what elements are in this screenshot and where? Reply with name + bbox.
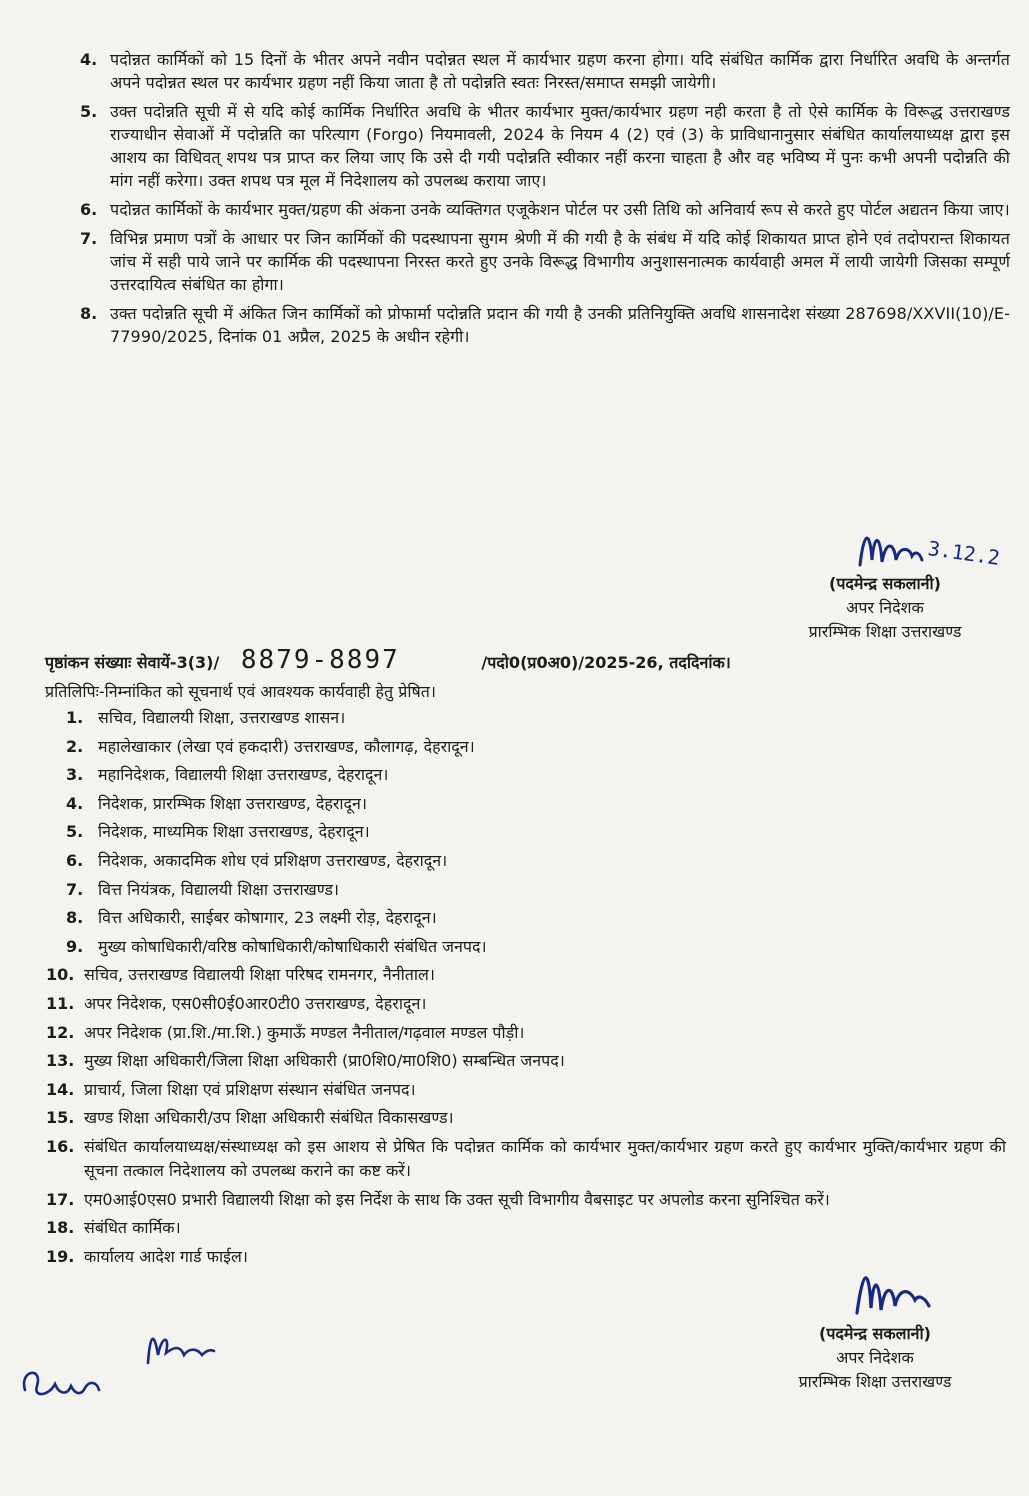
copy-number: 10. (46, 965, 75, 985)
endorsement-prefix: पृष्ठांकन संख्याः सेवायें-3(3)/ (45, 653, 220, 672)
copy-item (66, 820, 1006, 844)
copy-text: एम0आई0एस0 प्रभारी विद्यालयी शिक्षा को इस निर्देश के साथ कि उक्त सूची विभागीय वैबसाइट पर अपलोड करना सुनिश्चित करें। (84, 1189, 830, 1209)
condition-number: 8. (80, 304, 98, 323)
copy-number: 19. (46, 1246, 75, 1266)
copy-text: निदेशक, अकादमिक शोध एवं प्रशिक्षण उत्तराखण्ड, देहरादून। (98, 850, 448, 870)
copy-number: 7. (66, 879, 84, 899)
endorsement-handwritten-number: 8879-8897 (240, 645, 400, 675)
copy-number: 17. (46, 1189, 75, 1209)
copy-text: महानिदेशक, विद्यालयी शिक्षा उत्तराखण्ड, देहरादून। (98, 765, 389, 785)
copy-text: अपर निदेशक, एस0सी0ई0आर0टी0 उत्तराखण्ड, देहरादून। (84, 993, 427, 1013)
condition-number: 7. (80, 229, 98, 248)
copy-text: मुख्य शिक्षा अधिकारी/जिला शिक्षा अधिकारी (प्रा0शि0/मा0शि0) सम्बन्धित जनपद। (84, 1051, 565, 1071)
condition-item (80, 227, 1010, 296)
copy-item (66, 792, 1006, 816)
condition-text: पदोन्नत कार्मिकों को 15 दिनों के भीतर अपने नवीन पदोन्नत स्थल में कार्यभार ग्रहण करना होगा। यदि संबंधित कार्मिक द्वारा निर्धारित अवधि के अन्तर्गत अपने पदोन्नत स्थल पर कार्यभार ग्रहण नहीं किया जाता है तो पदोन्नति स्वतः निरस्त/समाप्त समझी जायेगी। (110, 50, 1010, 92)
copy-item (66, 906, 1006, 930)
copy-text: खण्ड शिक्षा अधिकारी/उप शिक्षा अधिकारी संबंधित विकासखण्ड। (84, 1108, 454, 1128)
signature-scribble-1 (850, 520, 1025, 580)
copy-item (46, 963, 1006, 987)
copy-number: 3. (66, 765, 84, 785)
condition-text: पदोन्नत कार्मिकों के कार्यभार मुक्त/ग्रहण की अंकना उनके व्यक्तिगत एजूकेशन पोर्टल पर उसी तिथि को अनिवार्य रूप से करते हुए पोर्टल अद्यतन किया जाए। (110, 200, 1010, 219)
copy-number: 15. (46, 1108, 75, 1128)
copy-number: 1. (66, 708, 84, 727)
initials-scribble-1 (140, 1325, 220, 1370)
endorsement-suffix: /पदो0(प्र0अ0)/2025-26, तददिनांक। (481, 653, 731, 672)
signatory-designation: अपर निदेशक (836, 1348, 914, 1367)
copy-text: महालेखाकार (लेखा एवं हकदारी) उत्तराखण्ड, कौलागढ़, देहरादून। (98, 736, 475, 756)
signatory-name: (पदमेन्द्र सकलानी) (819, 1324, 931, 1343)
copy-list (46, 706, 1006, 1273)
copy-item (46, 1188, 1006, 1212)
condition-item (80, 48, 1010, 94)
copy-number: 5. (66, 822, 84, 842)
conditions-list (80, 48, 1010, 354)
condition-number: 6. (80, 200, 98, 219)
copy-text: वित्त अधिकारी, साईबर कोषागार, 23 लक्ष्मी रोड़, देहरादून। (98, 908, 437, 928)
signatory-designation: अपर निदेशक (846, 598, 924, 617)
signature-date: 3.12.2 (926, 536, 1002, 570)
copy-text: कार्यालय आदेश गार्ड फाईल। (84, 1246, 248, 1266)
copy-item (46, 1135, 1006, 1183)
copy-item (66, 935, 1006, 959)
endorsement-line (45, 645, 945, 675)
copy-number: 9. (66, 936, 84, 956)
copy-item (46, 1078, 1006, 1102)
copy-intro: प्रतिलिपिः-निम्नांकित को सूचनार्थ एवं आवश्यक कार्यवाही हेतु प्रेषित। (45, 682, 436, 701)
copy-text: वित्त नियंत्रक, विद्यालयी शिक्षा उत्तराखण्ड। (98, 879, 339, 899)
copy-number: 2. (66, 736, 84, 756)
copy-text: निदेशक, प्रारम्भिक शिक्षा उत्तराखण्ड, देहरादून। (98, 793, 367, 813)
signature-block-1 (770, 572, 1000, 644)
copy-item (46, 1049, 1006, 1073)
copy-text: निदेशक, माध्यमिक शिक्षा उत्तराखण्ड, देहरादून। (98, 822, 370, 842)
copy-text: संबंधित कार्मिक। (84, 1218, 181, 1238)
condition-number: 4. (80, 50, 98, 69)
copy-number: 4. (66, 793, 84, 813)
signature-block-2 (760, 1322, 990, 1394)
condition-number: 5. (80, 102, 98, 121)
copy-item (46, 992, 1006, 1016)
copy-item (66, 706, 1006, 730)
copy-number: 13. (46, 1051, 75, 1071)
copy-text: अपर निदेशक (प्रा.शि./मा.शि.) कुमाऊँ मण्डल नैनीताल/गढ़वाल मण्डल पौड़ी। (84, 1022, 525, 1042)
copy-item (46, 1216, 1006, 1240)
condition-item (80, 302, 1010, 348)
copy-text: संबंधित कार्यालयाध्यक्ष/संस्थाध्यक्ष को इस आशय से प्रेषित कि पदोन्नत कार्मिक को कार्यभार मुक्त/कार्यभार ग्रहण करते हुए कार्यभार मुक्ति/कार्यभार ग्रहण की सूचना तत्काल निदेशालय को उपलब्ध कराने का कष्ट करें। (84, 1136, 1006, 1180)
copy-text: सचिव, विद्यालयी शिक्षा, उत्तराखण्ड शासन। (98, 708, 346, 727)
condition-text: विभिन्न प्रमाण पत्रों के आधार पर जिन कार्मिकों की पदस्थापना सुगम श्रेणी में की गयी है के संबंध में यदि कोई शिकायत प्राप्त होने एवं तदोपरान्त शिकायत जांच में सही पाये जाने पर कार्मिक की पदस्थापना निरस्त करते हुए उनके विरूद्ध विभागीय अनुशासनात्मक कार्यवाही अमल में लायी जायेगी जिसका सम्पूर्ण उत्तरदायित्व संबंधित का होगा। (110, 229, 1010, 294)
copy-number: 8. (66, 908, 84, 928)
copy-item (66, 735, 1006, 759)
copy-item (46, 1106, 1006, 1130)
signatory-office: प्रारम्भिक शिक्षा उत्तराखण्ड (798, 1372, 952, 1391)
copy-item (46, 1021, 1006, 1045)
copy-number: 12. (46, 1022, 75, 1042)
condition-text: उक्त पदोन्नति सूची में से यदि कोई कार्मिक निर्धारित अवधि के भीतर कार्यभार मुक्त/कार्यभार ग्रहण नही करता है तो ऐसे कार्मिक के विरूद्ध उत्तराखण्ड राज्याधीन सेवाओं में पदोन्नति का परित्याग (Forgo) नियमावली, 2024 के नियम 4 (2) एवं (3) के प्राविधानानुसार संबंधित कार्यालयाध्यक्ष द्वारा इस आशय का विधिवत् शपथ पत्र प्राप्त कर लिया जाए कि उसे दी गयी पदोन्नति स्वीकार नहीं करना चाहता है और वह भविष्य में पुनः कभी अपनी पदोन्नति की मांग नहीं करेगा। उक्त शपथ पत्र मूल में निदेशालय को उपलब्ध कराया जाए। (110, 102, 1010, 190)
copy-number: 18. (46, 1218, 75, 1238)
copy-item (66, 849, 1006, 873)
initials-scribble-2 (15, 1360, 105, 1410)
copy-text: सचिव, उत्तराखण्ड विद्यालयी शिक्षा परिषद रामनगर, नैनीताल। (84, 965, 435, 985)
copy-number: 6. (66, 850, 84, 870)
condition-item (80, 198, 1010, 221)
copy-number: 11. (46, 993, 75, 1013)
signature-scribble-2 (845, 1258, 945, 1328)
condition-item (80, 100, 1010, 192)
signatory-name: (पदमेन्द्र सकलानी) (829, 574, 941, 593)
copy-item (66, 763, 1006, 787)
copy-number: 16. (46, 1136, 75, 1156)
copy-text: मुख्य कोषाधिकारी/वरिष्ठ कोषाधिकारी/कोषाधिकारी संबंधित जनपद। (98, 936, 487, 956)
copy-item (66, 878, 1006, 902)
copy-text: प्राचार्य, जिला शिक्षा एवं प्रशिक्षण संस्थान संबंधित जनपद। (84, 1079, 416, 1099)
signatory-office: प्रारम्भिक शिक्षा उत्तराखण्ड (808, 622, 962, 641)
copy-number: 14. (46, 1079, 75, 1099)
condition-text: उक्त पदोन्नति सूची में अंकित जिन कार्मिकों को प्रोफार्मा पदोन्नति प्रदान की गयी है उनकी प्रतिनियुक्ति अवधि शासनादेश संख्या 287698/XXVII(10)/E-77990/2025, दिनांक 01 अप्रैल, 2025 के अधीन रहेगी। (110, 304, 1010, 346)
